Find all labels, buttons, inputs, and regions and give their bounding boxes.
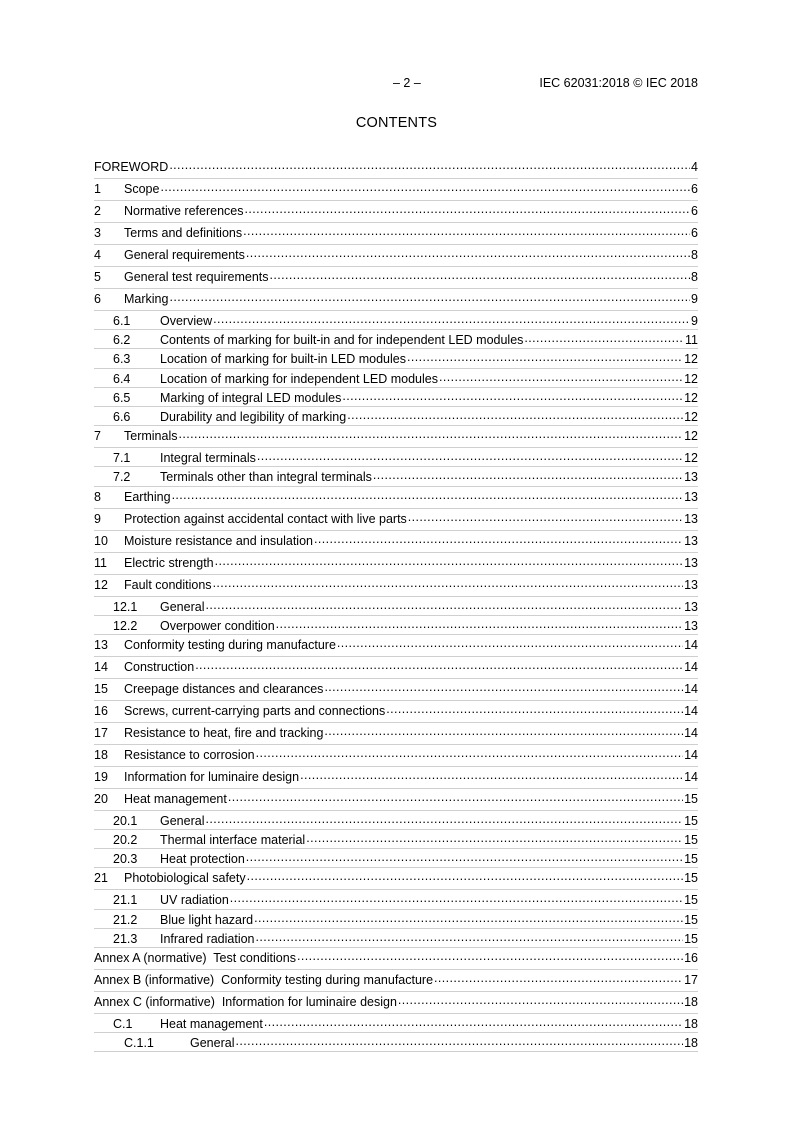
toc-entry[interactable] bbox=[94, 331, 698, 350]
toc-entry-page: 15 bbox=[684, 893, 698, 908]
toc-entry-page: 14 bbox=[684, 637, 698, 652]
toc-entry-label: Infrared radiation bbox=[160, 931, 255, 946]
toc-dot-leader bbox=[314, 533, 683, 545]
toc-row-divider bbox=[94, 368, 698, 369]
toc-dot-leader bbox=[337, 637, 683, 649]
toc-entry-page: 13 bbox=[684, 533, 698, 548]
toc-dot-leader bbox=[172, 489, 684, 501]
toc-entry-page: 18 bbox=[684, 995, 698, 1009]
toc-entry[interactable] bbox=[94, 158, 698, 180]
toc-entry-number: 6.2 bbox=[113, 333, 131, 348]
toc-entry-label: Heat protection bbox=[160, 852, 245, 867]
toc-entry-number: 5 bbox=[94, 270, 101, 284]
toc-entry-number: 20.3 bbox=[113, 852, 138, 867]
toc-entry-label: Information for luminaire design bbox=[124, 769, 300, 784]
toc-row-divider bbox=[94, 722, 698, 723]
toc-row-divider bbox=[94, 700, 698, 701]
toc-entry-page: 13 bbox=[684, 555, 698, 570]
toc-entry-number: 6.6 bbox=[113, 409, 131, 424]
toc-entry-page: 15 bbox=[684, 871, 698, 886]
toc-entry-page: 12 bbox=[684, 390, 698, 405]
toc-row-divider bbox=[94, 552, 698, 553]
toc-row-divider bbox=[94, 634, 698, 635]
toc-entry-page: 9 bbox=[691, 314, 698, 328]
toc-entry-page: 15 bbox=[684, 833, 698, 848]
toc-entry-label: Resistance to heat, fire and tracking bbox=[124, 725, 324, 740]
toc-dot-leader bbox=[169, 291, 690, 303]
toc-entry-number: 7.1 bbox=[113, 451, 131, 466]
toc-entry-number: 7.2 bbox=[113, 470, 131, 485]
toc-entry-label: Screws, current-carrying parts and connections bbox=[124, 703, 386, 718]
toc-dot-leader bbox=[408, 511, 683, 523]
toc-entry[interactable] bbox=[94, 350, 698, 369]
toc-entry[interactable] bbox=[94, 812, 698, 831]
toc-entry-label: Creepage distances and clearances bbox=[124, 681, 324, 696]
toc-entry[interactable] bbox=[94, 702, 698, 724]
toc-entry-label: Thermal interface material bbox=[160, 833, 306, 848]
toc-row-divider bbox=[94, 1013, 698, 1014]
toc-entry[interactable] bbox=[94, 449, 698, 468]
toc-dot-leader bbox=[434, 972, 683, 984]
toc-entry-page: 18 bbox=[684, 1017, 698, 1031]
toc-entry-page: 18 bbox=[684, 1036, 698, 1051]
toc-entry-label: Protection against accidental contact with live parts bbox=[124, 511, 407, 526]
toc-dot-leader bbox=[243, 225, 690, 237]
toc-entry-label: Earthing bbox=[124, 489, 171, 504]
toc-dot-leader bbox=[213, 313, 690, 325]
toc-row-divider bbox=[94, 867, 698, 868]
toc-entry-number: 21.3 bbox=[113, 931, 138, 946]
toc-entry[interactable] bbox=[94, 427, 698, 449]
toc-entry[interactable] bbox=[94, 510, 698, 532]
toc-entry-number: 12 bbox=[94, 577, 108, 592]
toc-entry-page: 13 bbox=[684, 599, 698, 614]
toc-entry-page: 11 bbox=[685, 333, 698, 348]
toc-dot-leader bbox=[297, 950, 683, 962]
toc-entry-label: Annex C (informative) Information for luminaire design bbox=[94, 995, 397, 1009]
toc-entry-page: 6 bbox=[691, 226, 698, 240]
toc-row-divider bbox=[94, 200, 698, 201]
toc-entry[interactable] bbox=[94, 408, 698, 427]
toc-row-divider bbox=[94, 678, 698, 679]
toc-entry-label: Resistance to corrosion bbox=[124, 747, 255, 762]
toc-entry-page: 15 bbox=[684, 791, 698, 806]
toc-entry-page: 12 bbox=[684, 371, 698, 386]
toc-row-divider bbox=[94, 848, 698, 849]
toc-row-divider bbox=[94, 348, 698, 349]
toc-entry[interactable] bbox=[94, 1034, 698, 1053]
table-of-contents bbox=[94, 158, 698, 1053]
toc-entry[interactable] bbox=[94, 636, 698, 658]
toc-dot-leader bbox=[246, 851, 683, 863]
toc-entry[interactable] bbox=[94, 746, 698, 768]
toc-dot-leader bbox=[300, 769, 683, 781]
toc-row-divider bbox=[94, 266, 698, 267]
toc-dot-leader bbox=[230, 892, 683, 904]
toc-row-divider bbox=[94, 447, 698, 448]
contents-title: CONTENTS bbox=[355, 115, 438, 131]
toc-dot-leader bbox=[324, 725, 683, 737]
toc-entry-number: 4 bbox=[94, 248, 101, 262]
toc-dot-leader bbox=[254, 912, 683, 924]
toc-entry-page: 6 bbox=[691, 204, 698, 218]
toc-entry[interactable] bbox=[94, 949, 698, 971]
toc-entry-label: General requirements bbox=[124, 248, 245, 262]
toc-row-divider bbox=[94, 310, 698, 311]
toc-entry-label: Durability and legibility of marking bbox=[160, 409, 347, 424]
toc-dot-leader bbox=[179, 428, 684, 440]
toc-dot-leader bbox=[215, 555, 683, 567]
toc-row-divider bbox=[94, 406, 698, 407]
toc-entry-label: Marking of integral LED modules bbox=[160, 390, 342, 405]
toc-entry[interactable] bbox=[94, 202, 698, 224]
toc-entry-number: 10 bbox=[94, 533, 108, 548]
toc-entry[interactable] bbox=[94, 790, 698, 812]
toc-entry[interactable] bbox=[94, 598, 698, 617]
toc-row-divider bbox=[94, 1051, 698, 1052]
toc-dot-leader bbox=[524, 332, 684, 344]
toc-entry-number: 1 bbox=[94, 182, 101, 196]
toc-entry-label: Moisture resistance and insulation bbox=[124, 533, 313, 548]
toc-entry-label: Contents of marking for built-in and for independent LED modules bbox=[160, 333, 524, 348]
page-number: – 2 – bbox=[393, 76, 421, 90]
toc-dot-leader bbox=[407, 351, 683, 363]
toc-entry-page: 6 bbox=[691, 182, 698, 196]
toc-dot-leader bbox=[347, 409, 683, 421]
toc-entry[interactable] bbox=[94, 680, 698, 702]
toc-entry-number: 11 bbox=[94, 555, 107, 570]
toc-entry-number: 6.5 bbox=[113, 390, 131, 405]
toc-entry-label: Terms and definitions bbox=[124, 226, 243, 240]
toc-entry[interactable] bbox=[94, 930, 698, 949]
toc-dot-leader bbox=[169, 159, 690, 171]
toc-entry-label: Conformity testing during manufacture bbox=[124, 637, 336, 652]
toc-entry-page: 12 bbox=[684, 429, 698, 444]
toc-entry-label: Terminals bbox=[124, 429, 178, 444]
toc-row-divider bbox=[94, 329, 698, 330]
toc-dot-leader bbox=[270, 269, 691, 281]
toc-entry[interactable] bbox=[94, 488, 698, 510]
toc-dot-leader bbox=[245, 203, 691, 215]
toc-row-divider bbox=[94, 810, 698, 811]
toc-entry[interactable] bbox=[94, 993, 698, 1015]
toc-dot-leader bbox=[324, 681, 683, 693]
toc-entry-label: UV radiation bbox=[160, 893, 229, 908]
toc-entry-page: 13 bbox=[684, 618, 698, 633]
toc-entry[interactable] bbox=[94, 911, 698, 930]
toc-entry-label: Normative references bbox=[124, 204, 244, 218]
toc-entry-number: 13 bbox=[94, 637, 108, 652]
toc-entry-label: General bbox=[160, 599, 205, 614]
toc-entry[interactable] bbox=[94, 831, 698, 850]
toc-entry-label: Annex A (normative) Test conditions bbox=[94, 951, 296, 965]
toc-row-divider bbox=[94, 744, 698, 745]
toc-dot-leader bbox=[205, 599, 683, 611]
toc-entry[interactable] bbox=[94, 576, 698, 598]
toc-dot-leader bbox=[439, 371, 683, 383]
toc-dot-leader bbox=[205, 813, 683, 825]
toc-entry-number: 20.2 bbox=[113, 833, 138, 848]
toc-row-divider bbox=[94, 656, 698, 657]
copyright-notice: IEC 62031:2018 © IEC 2018 bbox=[539, 76, 698, 90]
toc-dot-leader bbox=[257, 450, 683, 462]
toc-entry-label: General bbox=[190, 1036, 235, 1051]
toc-dot-leader bbox=[276, 618, 683, 630]
toc-entry[interactable] bbox=[94, 312, 698, 331]
toc-entry[interactable] bbox=[94, 370, 698, 389]
toc-row-divider bbox=[94, 615, 698, 616]
toc-entry-number: 21.2 bbox=[113, 912, 138, 927]
toc-entry-number: 15 bbox=[94, 681, 108, 696]
toc-entry-page: 16 bbox=[684, 951, 698, 965]
toc-entry-label: Overview bbox=[160, 314, 213, 328]
toc-row-divider bbox=[94, 288, 698, 289]
toc-row-divider bbox=[94, 788, 698, 789]
toc-row-divider bbox=[94, 425, 698, 426]
toc-row-divider bbox=[94, 466, 698, 467]
toc-entry-page: 14 bbox=[684, 681, 698, 696]
toc-row-divider bbox=[94, 508, 698, 509]
toc-entry-page: 15 bbox=[684, 852, 698, 867]
toc-row-divider bbox=[94, 244, 698, 245]
toc-entry-page: 12 bbox=[684, 352, 698, 367]
toc-row-divider bbox=[94, 530, 698, 531]
toc-entry-number: 19 bbox=[94, 769, 108, 784]
toc-entry-page: 8 bbox=[691, 248, 698, 262]
toc-row-divider bbox=[94, 947, 698, 948]
toc-row-divider bbox=[94, 969, 698, 970]
toc-entry-number: 21 bbox=[94, 871, 108, 886]
toc-entry-page: 4 bbox=[691, 160, 698, 174]
toc-entry-label: Construction bbox=[124, 659, 195, 674]
toc-entry-number: 18 bbox=[94, 747, 108, 762]
toc-entry[interactable] bbox=[94, 724, 698, 746]
toc-entry-number: 14 bbox=[94, 659, 108, 674]
toc-entry[interactable] bbox=[94, 891, 698, 910]
toc-dot-leader bbox=[386, 703, 683, 715]
toc-entry-number: 16 bbox=[94, 703, 108, 718]
toc-entry-label: Blue light hazard bbox=[160, 912, 254, 927]
toc-entry-number: 3 bbox=[94, 226, 101, 240]
toc-entry-label: Terminals other than integral terminals bbox=[160, 470, 372, 485]
toc-entry-label: Location of marking for independent LED modules bbox=[160, 371, 438, 386]
toc-dot-leader bbox=[256, 747, 683, 759]
toc-entry-page: 17 bbox=[684, 973, 698, 987]
toc-entry[interactable] bbox=[94, 180, 698, 202]
toc-row-divider bbox=[94, 909, 698, 910]
toc-entry[interactable] bbox=[94, 532, 698, 554]
toc-dot-leader bbox=[160, 181, 690, 193]
toc-entry-page: 12 bbox=[684, 451, 698, 466]
toc-entry[interactable] bbox=[94, 268, 698, 290]
toc-entry-label: Integral terminals bbox=[160, 451, 256, 466]
toc-entry-number: 6 bbox=[94, 292, 101, 306]
toc-entry-page: 14 bbox=[684, 725, 698, 740]
toc-entry-number: 6.4 bbox=[113, 371, 131, 386]
toc-entry-number: 8 bbox=[94, 489, 101, 504]
toc-entry-label: Scope bbox=[124, 182, 160, 196]
toc-entry[interactable] bbox=[94, 768, 698, 790]
toc-entry-label: FOREWORD bbox=[94, 160, 169, 174]
toc-entry-number: 21.1 bbox=[113, 893, 138, 908]
toc-entry-label: Fault conditions bbox=[124, 577, 212, 592]
toc-entry-label: Photobiological safety bbox=[124, 871, 246, 886]
toc-dot-leader bbox=[195, 659, 683, 671]
toc-entry-page: 13 bbox=[684, 577, 698, 592]
toc-entry-page: 14 bbox=[684, 703, 698, 718]
toc-dot-leader bbox=[228, 791, 683, 803]
toc-entry-number: C.1.1 bbox=[124, 1036, 154, 1051]
toc-dot-leader bbox=[235, 1035, 683, 1047]
toc-entry-number: C.1 bbox=[113, 1017, 133, 1031]
page-header bbox=[94, 76, 698, 92]
toc-entry-number: 20.1 bbox=[113, 813, 138, 828]
toc-entry[interactable] bbox=[94, 246, 698, 268]
toc-entry[interactable] bbox=[94, 971, 698, 993]
toc-dot-leader bbox=[373, 469, 683, 481]
toc-entry-label: Overpower condition bbox=[160, 618, 275, 633]
toc-row-divider bbox=[94, 387, 698, 388]
toc-entry-number: 6.1 bbox=[113, 314, 131, 328]
toc-entry-page: 13 bbox=[684, 489, 698, 504]
toc-row-divider bbox=[94, 928, 698, 929]
toc-row-divider bbox=[94, 596, 698, 597]
toc-entry-page: 14 bbox=[684, 659, 698, 674]
toc-entry-page: 13 bbox=[684, 511, 698, 526]
toc-entry[interactable] bbox=[94, 869, 698, 891]
toc-row-divider bbox=[94, 178, 698, 179]
toc-dot-leader bbox=[264, 1016, 683, 1028]
toc-entry-page: 13 bbox=[684, 470, 698, 485]
toc-entry[interactable] bbox=[94, 290, 698, 312]
toc-row-divider bbox=[94, 486, 698, 487]
toc-dot-leader bbox=[246, 247, 690, 259]
toc-entry-number: 12.1 bbox=[113, 599, 138, 614]
toc-entry-number: 7 bbox=[94, 429, 101, 444]
toc-dot-leader bbox=[247, 870, 683, 882]
toc-entry-page: 15 bbox=[684, 813, 698, 828]
toc-entry[interactable] bbox=[94, 554, 698, 576]
toc-entry[interactable] bbox=[94, 658, 698, 680]
toc-entry-page: 15 bbox=[684, 931, 698, 946]
toc-entry-page: 8 bbox=[691, 270, 698, 284]
toc-entry-page: 14 bbox=[684, 769, 698, 784]
toc-entry-number: 17 bbox=[94, 725, 108, 740]
toc-entry-number: 2 bbox=[94, 204, 101, 218]
toc-entry-label: General test requirements bbox=[124, 270, 269, 284]
toc-entry[interactable] bbox=[94, 1015, 698, 1034]
toc-row-divider bbox=[94, 766, 698, 767]
toc-row-divider bbox=[94, 829, 698, 830]
toc-row-divider bbox=[94, 1032, 698, 1033]
toc-entry-label: General bbox=[160, 813, 205, 828]
toc-entry-number: 20 bbox=[94, 791, 108, 806]
toc-entry-page: 14 bbox=[684, 747, 698, 762]
toc-entry-label: Heat management bbox=[124, 791, 227, 806]
toc-entry-number: 6.3 bbox=[113, 352, 131, 367]
toc-entry[interactable] bbox=[94, 617, 698, 636]
toc-dot-leader bbox=[306, 832, 683, 844]
toc-dot-leader bbox=[213, 577, 684, 589]
toc-entry-number: 12.2 bbox=[113, 618, 138, 633]
toc-entry-page: 15 bbox=[684, 912, 698, 927]
toc-entry[interactable] bbox=[94, 850, 698, 869]
toc-row-divider bbox=[94, 991, 698, 992]
toc-row-divider bbox=[94, 574, 698, 575]
toc-entry-label: Electric strength bbox=[124, 555, 214, 570]
toc-row-divider bbox=[94, 889, 698, 890]
toc-entry-number: 9 bbox=[94, 511, 101, 526]
toc-entry[interactable] bbox=[94, 389, 698, 408]
toc-dot-leader bbox=[342, 390, 683, 402]
toc-entry-label: Marking bbox=[124, 292, 169, 306]
toc-dot-leader bbox=[398, 994, 683, 1006]
toc-entry[interactable] bbox=[94, 224, 698, 246]
toc-entry[interactable] bbox=[94, 468, 698, 487]
toc-entry-page: 12 bbox=[684, 409, 698, 424]
toc-entry-label: Annex B (informative) Conformity testing during manufacture bbox=[94, 973, 434, 987]
toc-dot-leader bbox=[256, 931, 684, 943]
toc-row-divider bbox=[94, 222, 698, 223]
toc-entry-page: 9 bbox=[691, 292, 698, 306]
toc-entry-label: Location of marking for built-in LED modules bbox=[160, 352, 406, 367]
toc-entry-label: Heat management bbox=[160, 1017, 263, 1031]
